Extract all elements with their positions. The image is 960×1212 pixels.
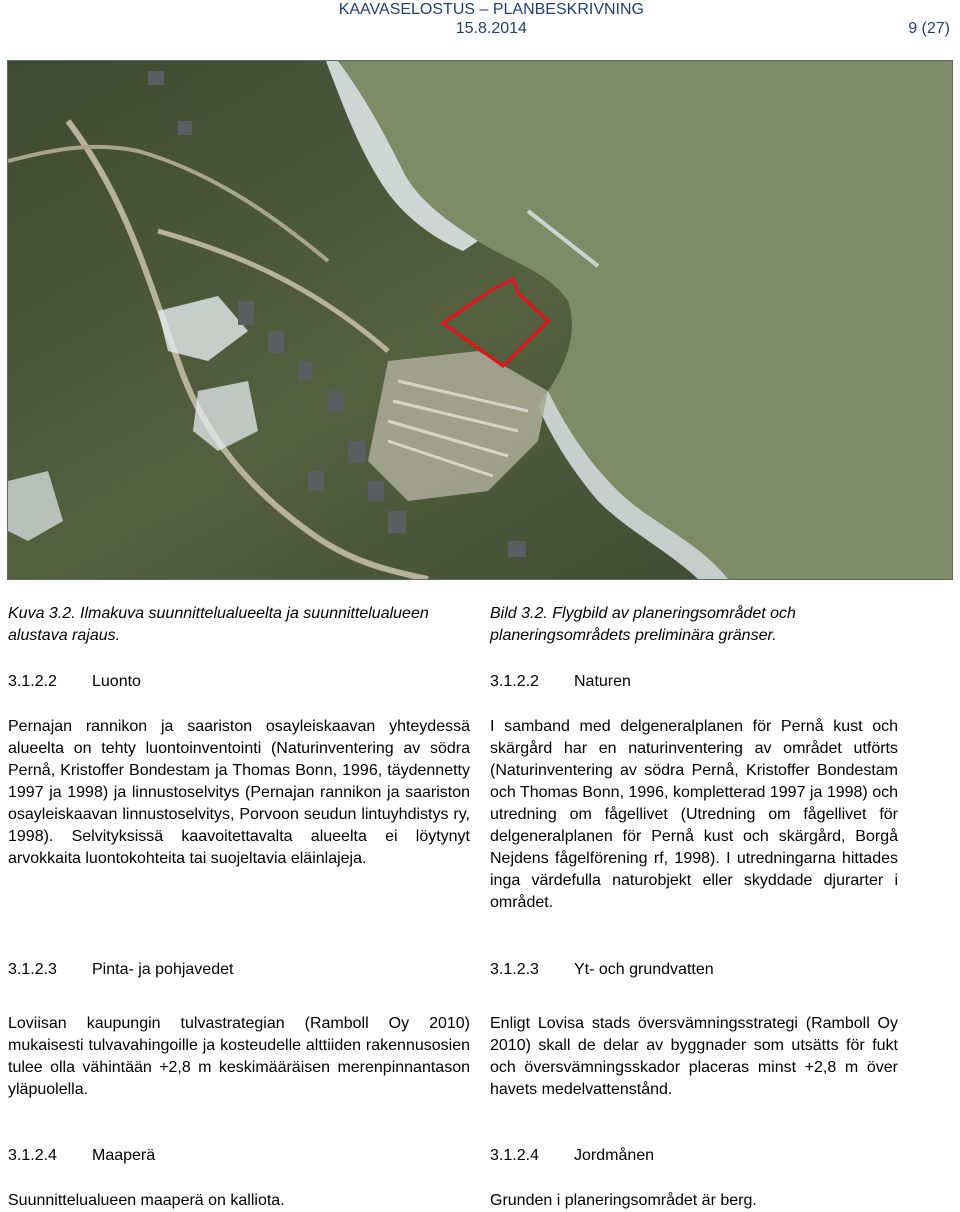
figure-caption-fi: Kuva 3.2. Ilmakuva suunnittelualueelta ja suunnittelualueen alustava rajaus. <box>8 605 429 644</box>
aerial-photo-image <box>8 61 952 579</box>
aerial-photo <box>7 60 953 580</box>
section-text-sv: I samband med delgeneralplanen för Pernå kust och skärgård har en naturinventering av området utförts (Naturinventering av södra Pernå, Kristoffer Bondestam och Thomas Bonn, 1996, kompletterad 1997 ja 1998) och utredning om fågellivet (Utredning om fågellivet för delgeneralplanen för Pernå kust och skärgård, Borgå Nejdens fågelförening rf, 1998). I utredningarna hittades inga värdefulla naturobjekt eller skyddade djurarter i området. <box>490 718 898 911</box>
document-title <box>339 0 644 38</box>
section-title: Naturen <box>574 673 631 690</box>
section-title: Maaperä <box>92 1147 156 1164</box>
section-number: 3.1.2.4 <box>490 1147 539 1164</box>
section-number: 3.1.2.3 <box>8 961 57 978</box>
section-title: Luonto <box>92 673 141 690</box>
section-number: 3.1.2.2 <box>490 673 539 690</box>
document-date: 15.8.2014 <box>455 20 527 37</box>
page-header <box>0 0 960 50</box>
section-text-sv: Grunden i planeringsområdet är berg. <box>490 1192 757 1209</box>
section-number: 3.1.2.3 <box>490 961 539 978</box>
section-number: 3.1.2.4 <box>8 1147 57 1164</box>
section-title: Jordmånen <box>574 1147 655 1164</box>
section-heading-fi <box>8 959 470 981</box>
page-number: 9 (27) <box>908 20 950 37</box>
section-text-fi: Suunnittelualueen maaperä on kalliota. <box>8 1192 285 1209</box>
section-title: Pinta- ja pohjavedet <box>92 961 234 978</box>
figure-caption-sv: Bild 3.2. Flygbild av planeringsområdet och planeringsområdets preliminära gränser. <box>490 605 796 644</box>
section-heading-sv <box>490 1145 898 1167</box>
section-heading-sv <box>490 671 898 693</box>
section-heading-fi <box>8 671 470 693</box>
section-heading-fi <box>8 1145 470 1167</box>
document-title-line: KAAVASELOSTUS – PLANBESKRIVNING <box>338 1 644 18</box>
section-text-fi: Loviisan kaupungin tulvastrategian (Ramboll Oy 2010) mukaisesti tulvavahingoille ja kosteudelle alttiiden rakennusosien tulee olla vähintään +2,8 m keskimääräisen merenpinnantason yläpuolella. <box>8 1015 470 1098</box>
section-text-sv: Enligt Lovisa stads översvämningsstrategi (Ramboll Oy 2010) skall de delar av byggnader som utsätts för fukt och översvämningsskador placeras minst +2,8 m över havets medelvattenstånd. <box>490 1015 898 1098</box>
section-text-fi: Pernajan rannikon ja saariston osayleiskaavan yhteydessä alueelta on tehty luontoinventointi (Naturinventering av södra Pernå, Kristoffer Bondestam ja Thomas Bonn, 1996, täydennetty 1997 ja 1998) ja linnustoselvitys (Pernajan rannikon ja saariston osayleiskaavan linnustoselvitys, Porvoon seudun lintuyhdistys ry, 1998). Selvityksissä kaavoitettavalta alueelta ei löytynyt arvokkaita luontokohteita tai suojeltavia eläinlajeja. <box>8 718 470 867</box>
section-title: Yt- och grundvatten <box>574 961 714 978</box>
section-number: 3.1.2.2 <box>8 673 57 690</box>
section-heading-sv <box>490 959 898 981</box>
